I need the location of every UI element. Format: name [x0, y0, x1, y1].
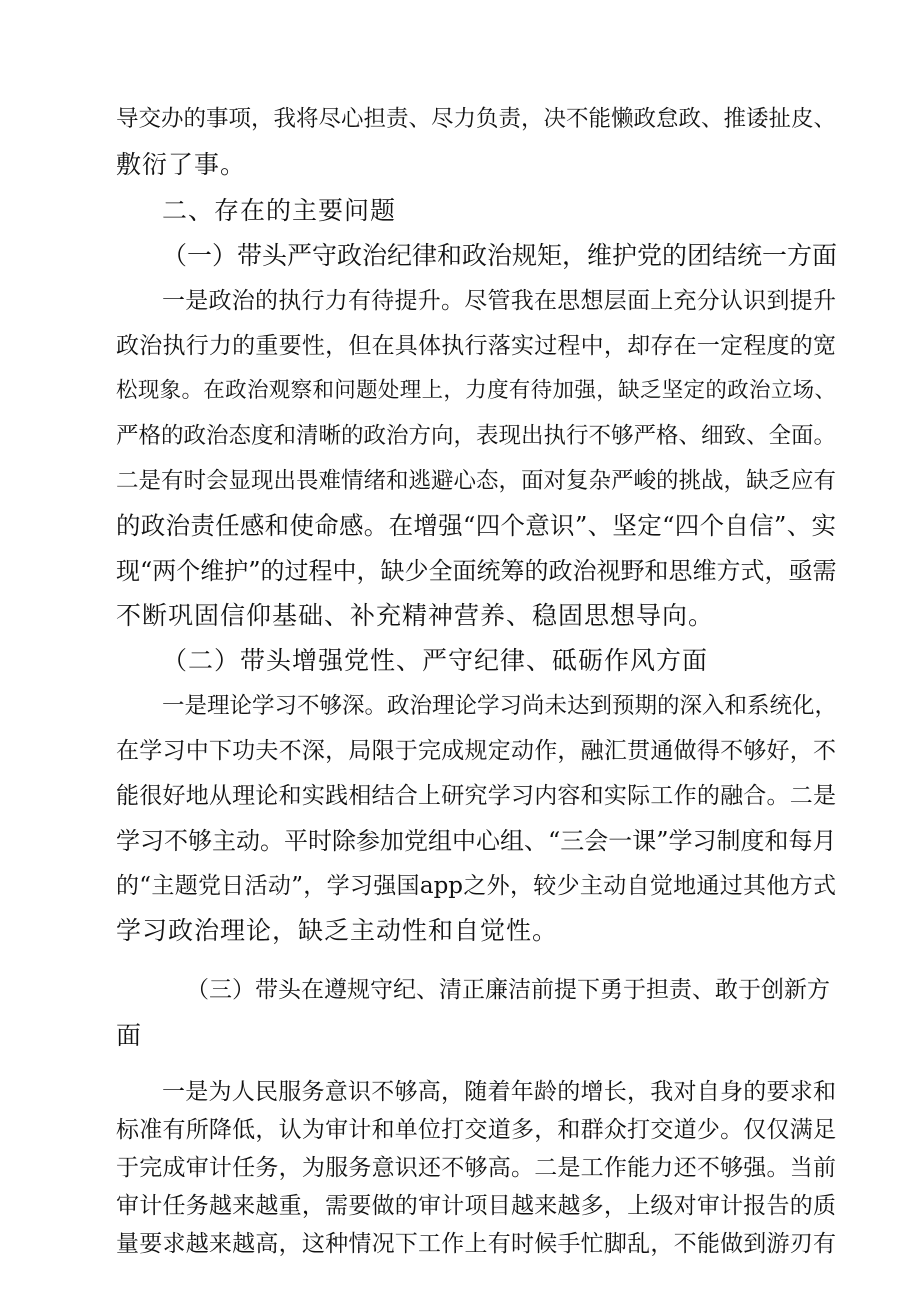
section-title: 二、存在的主要问题	[162, 196, 397, 225]
paragraph-line: 能很好地从理论和实践相结合上研究学习内容和实际工作的融合。二是	[116, 783, 836, 809]
subsection-title-continued: 面	[116, 1021, 143, 1050]
paragraph-line: 在学习中下功夫不深，局限于完成规定动作，融汇贯通做得不够好，不	[116, 738, 836, 764]
paragraph-line: 审计任务越来越重，需要做的审计项目越来越多，上级对审计报告的质	[116, 1193, 836, 1219]
paragraph-line: 量要求越来越高，这种情况下工作上有时候手忙脚乱，不能做到游刃有	[116, 1231, 836, 1257]
paragraph-line: 的政治责任感和使命感。在增强“四个意识”、坚定“四个自信”、实	[116, 511, 836, 540]
paragraph-line: 敷衍了事。	[116, 150, 247, 179]
paragraph-line: 于完成审计任务，为服务意识还不够高。二是工作能力还不够强。当前	[116, 1155, 836, 1181]
paragraph-line: 标准有所降低，认为审计和单位打交道多，和群众打交道少。仅仅满足	[116, 1117, 836, 1143]
paragraph-line: 不断巩固信仰基础、补充精神营养、稳固思想导向。	[116, 601, 715, 630]
paragraph-line: 导交办的事项，我将尽心担责、尽力负责，决不能懒政怠政、推诿扯皮、	[116, 106, 837, 132]
paragraph-line: 学习不够主动。平时除参加党组中心组、“三会一课”学习制度和每月	[116, 827, 837, 855]
paragraph-line: 松现象。在政治观察和问题处理上，力度有待加强，缺乏坚定的政治立场、	[116, 378, 836, 403]
paragraph-line: 一是理论学习不够深。政治理论学习尚未达到预期的深入和系统化，	[162, 693, 838, 719]
subsection-title: （一）带头严守政治纪律和政治规矩，维护党的团结统一方面	[162, 241, 838, 270]
paragraph-line: 政治执行力的重要性，但在具体执行落实过程中，却存在一定程度的宽	[116, 333, 836, 359]
paragraph-line: 学习政治理论，缺乏主动性和自觉性。	[116, 916, 559, 945]
paragraph-line: 一是为人民服务意识不够高，随着年龄的增长，我对自身的要求和	[162, 1079, 836, 1105]
paragraph-line: 严格的政治态度和清晰的政治方向，表现出执行不够严格、细致、全面。	[116, 423, 837, 449]
paragraph-line: 的“主题党日活动”，学习强国app之外，较少主动自觉地通过其他方式	[116, 873, 836, 899]
subsection-title: （二）带头增强党性、严守纪律、砥砺作风方面	[162, 646, 709, 675]
paragraph-line: 现“两个维护”的过程中，缺少全面统筹的政治视野和思维方式，亟需	[116, 557, 837, 585]
paragraph-line: 一是政治的执行力有待提升。尽管我在思想层面上充分认识到提升	[162, 288, 836, 314]
subsection-title: （三）带头在遵规守纪、清正廉洁前提下勇于担责、敢于创新方	[186, 977, 830, 1003]
paragraph-line: 二是有时会显现出畏难情绪和逃避心态，面对复杂严峻的挑战，缺乏应有	[116, 468, 837, 494]
